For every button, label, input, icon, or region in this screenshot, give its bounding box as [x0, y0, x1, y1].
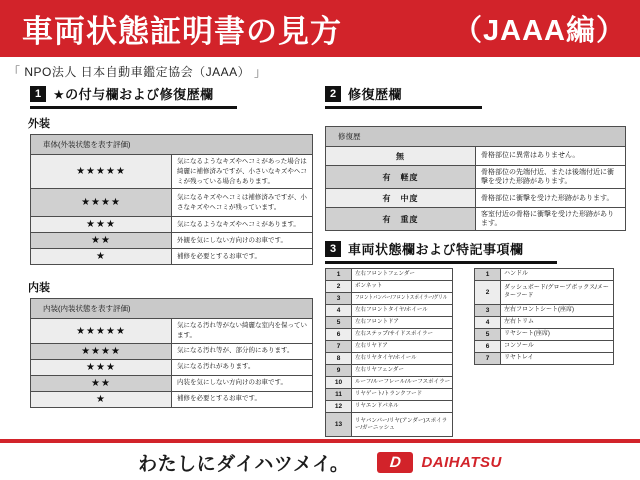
- part-name: 左右リヤタイヤ/ホイール: [352, 353, 453, 365]
- table-row: [326, 147, 626, 166]
- interior-table-header: 内装(内装状態を表す評価): [31, 299, 313, 319]
- part-name: 左右フロントシート(座席): [501, 305, 614, 317]
- section-3-number-badge: 3: [325, 241, 341, 257]
- repair-description: 骨格部位に衝撃を受けた形跡があります。: [476, 189, 626, 208]
- parts-table-exterior: [325, 268, 453, 437]
- star-rating-cell: ★★: [31, 233, 172, 249]
- part-number: 2: [475, 281, 501, 305]
- table-row: [31, 217, 313, 233]
- table-row: [31, 233, 313, 249]
- section-2-number-badge: 2: [325, 86, 341, 102]
- interior-rating-table: [30, 298, 313, 408]
- rating-description: 気になるキズやヘコミは補修済みですが、小さなキズやヘコミが残っています。: [172, 189, 313, 217]
- daihatsu-slogan-logo: わたしにダイハツメイ。: [138, 453, 350, 475]
- table-row: [326, 341, 453, 353]
- part-number: 6: [475, 341, 501, 353]
- table-row: [326, 281, 453, 293]
- table-row: [326, 389, 453, 401]
- rating-description: 外観を気にしない方向けのお車です。: [172, 233, 313, 249]
- part-number: 10: [326, 377, 352, 389]
- association-caption: 「 NPO法人 日本自動車鑑定協会（JAAA） 」: [8, 65, 267, 79]
- part-name: リヤシート(座席): [501, 329, 614, 341]
- table-row: [31, 343, 313, 359]
- part-name: 左右フロントドア: [352, 317, 453, 329]
- part-number: 11: [326, 389, 352, 401]
- part-name: 左右リヤドア: [352, 341, 453, 353]
- table-row: [475, 317, 614, 329]
- part-number: 1: [326, 269, 352, 281]
- part-name: リヤゲート/トランクフード: [352, 389, 453, 401]
- star-rating-cell: ★★★★★: [31, 319, 172, 344]
- rating-description: 補修を必要とするお車です。: [172, 391, 313, 407]
- table-row: [326, 413, 453, 437]
- table-row: [475, 329, 614, 341]
- table-row: [31, 249, 313, 265]
- rating-description: 気になるようなキズやヘコミがあった場合は綺麗に補修済みですが、小さいなキズやヘコミが残っている場合もあります。: [172, 155, 313, 189]
- part-number: 6: [326, 329, 352, 341]
- section-2-header: [325, 84, 482, 109]
- part-name: ハンドル: [501, 269, 614, 281]
- repair-table-header: 修復歴: [326, 127, 626, 147]
- star-rating-cell: ★★★★★: [31, 155, 172, 189]
- repair-description: 骨格部位の先端付近、または後端付近に衝撃を受けた形跡があります。: [476, 166, 626, 189]
- part-number: 5: [326, 317, 352, 329]
- part-name: 左右フロントタイヤ/ホイール: [352, 305, 453, 317]
- table-row: [326, 353, 453, 365]
- table-row: [475, 353, 614, 365]
- part-name: ルーフ/ルーフレール/ルーフスポイラー: [352, 377, 453, 389]
- part-name: ボンネット: [352, 281, 453, 293]
- part-number: 8: [326, 353, 352, 365]
- parts-table-interior: [474, 268, 614, 365]
- table-row: [31, 319, 313, 344]
- part-number: 13: [326, 413, 352, 437]
- part-name: リヤエンドパネル: [352, 401, 453, 413]
- rating-description: 内装を気にしない方向けのお車です。: [172, 375, 313, 391]
- section-1-header: [30, 84, 237, 109]
- part-number: 4: [475, 317, 501, 329]
- table-row: [475, 305, 614, 317]
- repair-grade-cell: 有 重度: [326, 208, 476, 231]
- part-name: 左右リヤフェンダー: [352, 365, 453, 377]
- exterior-table-header: 車体(外装状態を表す評価): [31, 135, 313, 155]
- table-row: [326, 377, 453, 389]
- section-2-title: 修復歴欄: [348, 87, 403, 102]
- table-row: [326, 329, 453, 341]
- repair-history-table: [325, 126, 626, 231]
- table-row: [326, 269, 453, 281]
- rating-description: 気になる汚れ等がない綺麗な室内を保っています。: [172, 319, 313, 344]
- table-row: [475, 269, 614, 281]
- rating-description: 気になる汚れがあります。: [172, 359, 313, 375]
- edition-label: （JAAA編）: [453, 15, 626, 47]
- part-name: 左右トリム: [501, 317, 614, 329]
- repair-grade-cell: 有 中度: [326, 189, 476, 208]
- star-rating-cell: ★: [31, 249, 172, 265]
- table-row: [326, 317, 453, 329]
- part-name: コンソール: [501, 341, 614, 353]
- part-name: フロントバンパー/フロントスポイラー/グリル: [352, 293, 453, 305]
- exterior-label: 外装: [28, 118, 50, 130]
- part-number: 7: [326, 341, 352, 353]
- part-name: ダッシュボード/グローブボックス/メーターフード: [501, 281, 614, 305]
- table-row: [326, 293, 453, 305]
- footer: [0, 447, 640, 477]
- part-name: リヤバンパー/リヤ(アンダー)スポイラー/ガーニッシュ: [352, 413, 453, 437]
- rating-description: 補修を必要とするお車です。: [172, 249, 313, 265]
- part-number: 1: [475, 269, 501, 281]
- part-name: 左右ステップ/サイドスポイラー: [352, 329, 453, 341]
- part-name: 左右フロントフェンダー: [352, 269, 453, 281]
- repair-description: 客室付近の骨格に衝撃を受けた形跡があります。: [476, 208, 626, 231]
- table-row: [31, 189, 313, 217]
- table-row: [326, 166, 626, 189]
- section-1-number-badge: 1: [30, 86, 46, 102]
- rating-description: 気になる汚れ等が、部分的にあります。: [172, 343, 313, 359]
- rating-description: 気になるようなキズやヘコミがあります。: [172, 217, 313, 233]
- table-row: [31, 391, 313, 407]
- exterior-rating-table: [30, 134, 313, 265]
- repair-grade-cell: 無: [326, 147, 476, 166]
- star-rating-cell: ★★★★: [31, 189, 172, 217]
- star-rating-cell: ★★★: [31, 217, 172, 233]
- part-number: 3: [326, 293, 352, 305]
- part-number: 5: [475, 329, 501, 341]
- table-row: [475, 281, 614, 305]
- interior-label: 内装: [28, 282, 50, 295]
- footer-divider: [0, 439, 640, 443]
- daihatsu-logo: [377, 452, 501, 473]
- right-column: [325, 84, 626, 437]
- section-3-title: 車両状態欄および特記事項欄: [348, 242, 524, 258]
- part-number: 9: [326, 365, 352, 377]
- part-number: 7: [475, 353, 501, 365]
- table-row: [326, 365, 453, 377]
- part-name: リヤトレイ: [501, 353, 614, 365]
- star-rating-cell: ★★★★: [31, 343, 172, 359]
- repair-grade-cell: 有 軽度: [326, 166, 476, 189]
- table-row: [475, 341, 614, 353]
- star-rating-cell: ★★★: [31, 359, 172, 375]
- title-bar: [0, 0, 640, 57]
- star-rating-cell: ★★: [31, 375, 172, 391]
- table-row: [31, 375, 313, 391]
- section-3-header: [325, 239, 557, 264]
- table-row: [31, 359, 313, 375]
- part-number: 3: [475, 305, 501, 317]
- left-column: [30, 84, 313, 408]
- table-row: [31, 155, 313, 189]
- daihatsu-d-icon: D: [377, 452, 413, 473]
- page-title: 車両状態証明書の見方: [22, 14, 342, 49]
- table-row: [326, 401, 453, 413]
- table-row: [326, 189, 626, 208]
- section-1-title: ★の付与欄および修復歴欄: [53, 87, 214, 102]
- table-row: [326, 305, 453, 317]
- daihatsu-wordmark: DAIHATSU: [421, 453, 502, 471]
- table-row: [326, 208, 626, 231]
- part-number: 12: [326, 401, 352, 413]
- parts-tables: [325, 268, 626, 437]
- part-number: 4: [326, 305, 352, 317]
- part-number: 2: [326, 281, 352, 293]
- repair-description: 骨格部位に異常はありません。: [476, 147, 626, 166]
- star-rating-cell: ★: [31, 391, 172, 407]
